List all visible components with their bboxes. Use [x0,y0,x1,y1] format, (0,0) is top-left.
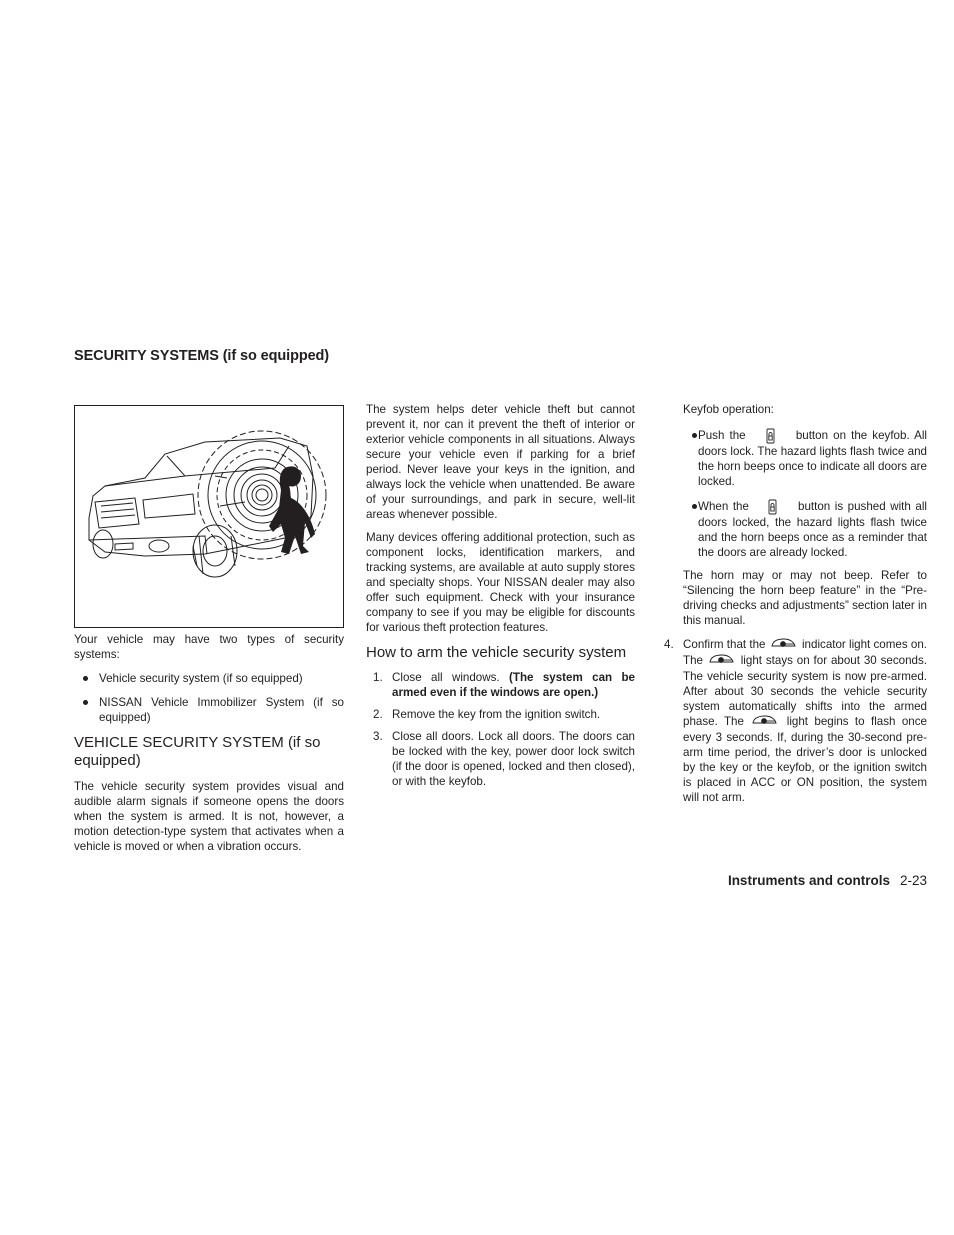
page-footer [728,873,927,888]
step-number: 2. [373,708,383,721]
column-3 [664,402,927,805]
security-illustration [74,405,344,628]
arm-step [366,670,635,700]
bullet-text: button on the keyfob. All doors lock. The hazard lights flash twice and the horn beeps once to indicate all doors are locked. [698,429,927,488]
arm-heading: How to arm the vehicle security system [366,644,627,661]
bullet-text: button is pushed with all doors locked, the hazard lights flash twice and the horn beeps once as a reminder that the doors are already locked. [698,500,927,559]
footer-section: Instruments and controls [727,873,890,888]
devices-paragraph: Many devices offering additional protection, such as component locks, identification markers, and tracking systems, are available at auto supply stores and specialty shops. Your NISSAN dealer may also offer such equipment. Check with your insurance company to see if you may be eligible for discounts for various theft protection features. [366,531,635,634]
list-item [683,499,927,560]
step-number: 4. [664,638,674,651]
list-item [683,428,927,489]
step-text: light stays on for about 30 seconds. The vehicle security system is now pre-armed. After about 30 seconds the vehicle security system automatically shifts into the armed phase. The [683,654,927,729]
step-text: Close all windows. [392,671,509,684]
step-text: indicator light comes on. The [683,638,927,668]
car-with-intruder-illustration [75,406,343,627]
step-text: Confirm that the [683,638,766,652]
keyfob-label: Keyfob operation: [683,403,774,416]
lock-icon [753,499,793,515]
security-indicator-icon [707,653,737,669]
page-number: 2-23 [899,873,927,888]
step-text: Close all doors. Lock all doors. The doors can be locked with the key, power door lock switch (if the door is opened, locked and then closed), or with the keyfob. [392,730,635,788]
security-types-list [74,671,344,725]
section-title: SECURITY SYSTEMS (if so equipped) [74,348,330,364]
step-text: Remove the key from the ignition switch. [392,708,601,721]
deter-paragraph: The system helps deter vehicle theft but cannot prevent it, nor can it prevent the theft of interior or exterior vehicle components in all situations. Always secure your vehicle even if parking for a brief period. Never leave your keys in the ignition, and always lock the vehicle when unattended. Be aware of your surroundings, and park in secure, well-lit areas whenever possible. [366,403,635,521]
vehicle-security-body: The vehicle security system provides visual and audible alarm signals if someone opens the doors when the system is armed. It is not, however, a motion detection-type system that activates when a vehicle is moved or when a vibration occurs. [74,780,344,853]
step-number: 1. [373,671,383,684]
security-indicator-icon [769,637,799,653]
lock-icon [751,428,791,444]
arm-step [366,707,635,722]
security-indicator-icon [750,714,780,730]
step-number: 3. [373,730,383,743]
list-item: Vehicle security system (if so equipped) [74,671,344,686]
step-bold-text: (The system can be armed even if the windows are open.) [392,671,636,699]
list-item: NISSAN Vehicle Immobilizer System (if so equipped) [74,695,344,725]
column-2 [366,402,635,789]
vehicle-security-heading: VEHICLE SECURITY SYSTEM (if so equipped) [74,734,321,769]
arm-step [366,729,635,789]
column-1 [74,632,344,854]
bullet-text: Push the [698,429,746,443]
arm-steps [366,670,635,789]
step-4 [664,637,927,805]
keyfob-list [683,428,927,560]
intro-text: Your vehicle may have two types of security systems: [74,633,344,661]
horn-note: The horn may or may not beep. Refer to “Silencing the horn beep feature” in the “Pre-driving checks and adjustments” section later in this manual. [683,569,927,627]
bullet-text: When the [698,500,749,514]
step-text: light begins to flash once every 3 seconds. If, during the 30-second pre-arm time period, the driver’s door is unlocked by the key or the keyfob, or the ignition switch is placed in ACC or ON position, the system will not arm. [683,715,927,804]
